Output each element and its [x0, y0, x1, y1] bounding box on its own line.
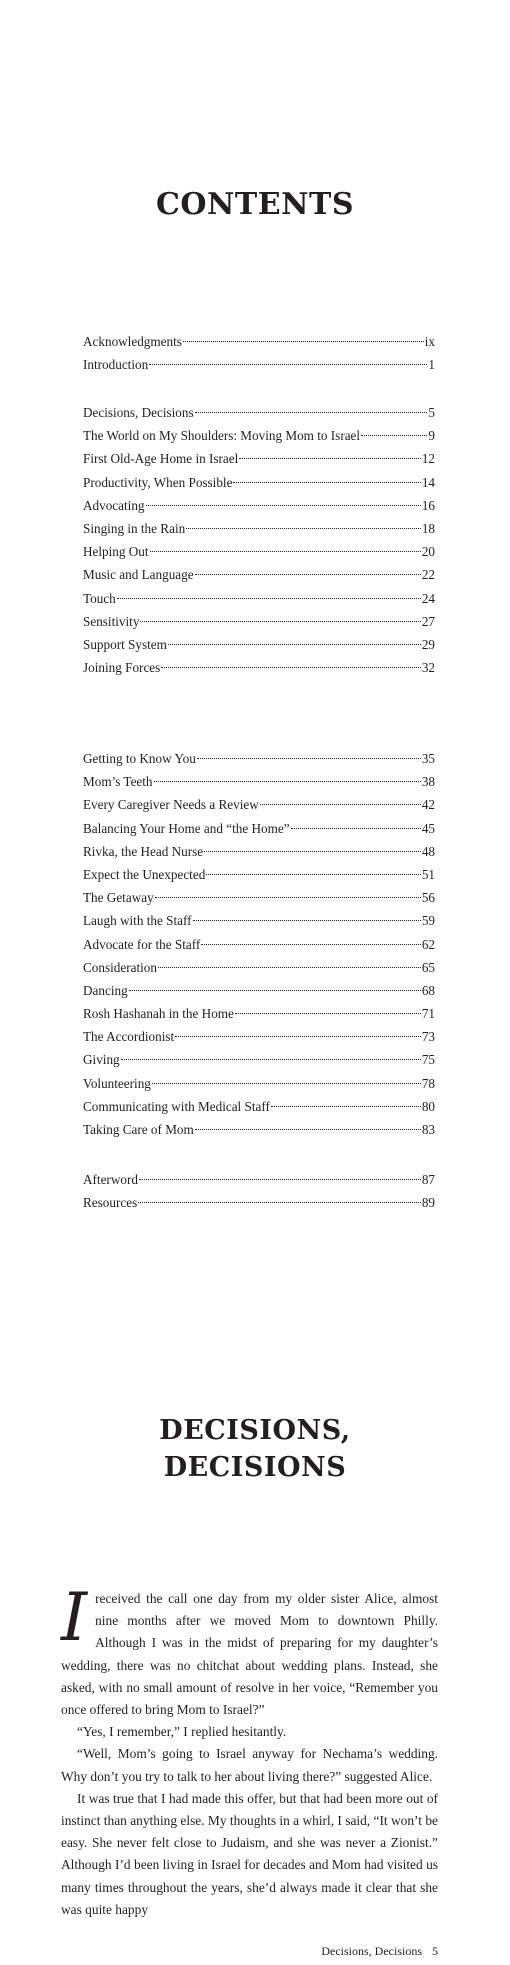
- toc-entry: [83, 817, 435, 840]
- toc-entry-title: Taking Care of Mom: [83, 1122, 194, 1137]
- toc-entry-page: 80: [421, 1098, 435, 1114]
- toc-leader-dots: [206, 874, 421, 875]
- toc-entry-title: Rosh Hashanah in the Home: [83, 1006, 234, 1022]
- toc-entry-page: 14: [421, 474, 435, 490]
- toc-entry-page: 22: [421, 567, 435, 583]
- running-title: Decisions, Decisions: [321, 1944, 422, 1958]
- drop-cap: I: [61, 1579, 88, 1656]
- toc-entry: [83, 494, 435, 517]
- toc-leader-dots: [260, 804, 421, 805]
- toc-entry-page: 42: [421, 797, 435, 813]
- toc-entry: [83, 770, 435, 793]
- toc-group-back-matter: [83, 1168, 435, 1214]
- toc-entry-title: Getting to Know You: [83, 751, 196, 766]
- toc-leader-dots: [271, 1106, 421, 1107]
- toc-entry: [83, 1191, 435, 1214]
- toc-leader-dots: [193, 920, 421, 921]
- toc-entry-title: Dancing: [83, 982, 128, 998]
- toc-entry-page: 65: [421, 959, 435, 975]
- toc-leader-dots: [186, 528, 421, 529]
- toc-entry-page: 12: [421, 451, 435, 467]
- toc-entry: [83, 840, 435, 863]
- paragraph: “Well, Mom’s going to Israel anyway for Nechama’s wedding. Why don’t you try to talk to her about living there?” suggested Alice.: [61, 1746, 438, 1784]
- toc-entry: [83, 656, 435, 679]
- toc-entry: [83, 424, 435, 447]
- toc-entry: [83, 909, 435, 932]
- toc-entry: [83, 563, 435, 586]
- toc-entry: [83, 517, 435, 540]
- paragraph: [61, 1579, 438, 1721]
- toc-entry-page: 24: [421, 590, 435, 606]
- toc-entry-page: 20: [421, 544, 435, 560]
- toc-leader-dots: [154, 781, 421, 782]
- toc-entry-title: Productivity, When Possible: [83, 474, 233, 490]
- toc-entry: [83, 886, 435, 909]
- toc-entry-page: 62: [421, 936, 435, 952]
- toc-entry-page: 83: [421, 1122, 435, 1137]
- contents-title: CONTENTS: [155, 187, 355, 222]
- toc-entry-page: ix: [424, 334, 435, 349]
- toc-entry-title: The Getaway: [83, 890, 154, 906]
- toc-entry-title: Resources: [83, 1195, 138, 1211]
- toc-leader-dots: [168, 644, 421, 645]
- toc-entry-page: 9: [428, 428, 435, 444]
- toc-entry: [83, 1118, 435, 1141]
- toc-entry: [83, 1168, 435, 1191]
- toc-leader-dots: [195, 1129, 421, 1130]
- page-footer: [321, 1944, 438, 1958]
- toc-entry-page: 59: [421, 913, 435, 929]
- toc-leader-dots: [155, 897, 421, 898]
- toc-leader-dots: [183, 341, 424, 342]
- toc-entry-title: Giving: [83, 1052, 120, 1068]
- toc-leader-dots: [201, 944, 421, 945]
- toc-leader-dots: [233, 482, 420, 483]
- toc-entry-title: The Accordionist: [83, 1029, 175, 1045]
- toc-entry: [83, 747, 435, 770]
- toc-entry-title: Sensitivity: [83, 613, 140, 629]
- toc-entry-page: 78: [421, 1075, 435, 1091]
- toc-entry: [83, 1025, 435, 1048]
- toc-entry: [83, 1095, 435, 1118]
- toc-entry-page: 16: [421, 497, 435, 513]
- toc-entry-page: 27: [421, 613, 435, 629]
- chapter-body: [61, 1579, 438, 1921]
- toc-entry: [83, 540, 435, 563]
- toc-entry: [83, 1072, 435, 1095]
- toc-entry-page: 45: [421, 820, 435, 836]
- toc-group-part-two: [83, 747, 435, 1141]
- toc-leader-dots: [239, 458, 421, 459]
- page-number: 5: [432, 1944, 438, 1958]
- toc-entry: [83, 587, 435, 610]
- toc-entry-title: Rivka, the Head Nurse: [83, 843, 204, 859]
- toc-leader-dots: [139, 1179, 421, 1180]
- toc-leader-dots: [195, 412, 428, 413]
- toc-entry-title: Balancing Your Home and “the Home”: [83, 820, 290, 836]
- toc-leader-dots: [152, 1083, 421, 1084]
- toc-leader-dots: [204, 851, 421, 852]
- toc-leader-dots: [146, 505, 421, 506]
- toc-entry-page: 87: [421, 1172, 435, 1187]
- toc-entry-title: Support System: [83, 636, 167, 652]
- toc-leader-dots: [291, 828, 421, 829]
- toc-entry-title: Communicating with Medical Staff: [83, 1098, 270, 1114]
- toc-entry-page: 73: [421, 1029, 435, 1045]
- toc-entry: [83, 401, 435, 424]
- toc-entry: [83, 633, 435, 656]
- toc-entry-title: The World on My Shoulders: Moving Mom to Israel: [83, 428, 361, 444]
- toc-entry-title: Advocate for the Staff: [83, 936, 201, 952]
- toc-entry-page: 75: [421, 1052, 435, 1068]
- toc-entry: [83, 863, 435, 886]
- toc-entry: [83, 933, 435, 956]
- toc-leader-dots: [150, 551, 421, 552]
- toc-entry-page: 5: [428, 405, 435, 420]
- toc-leader-dots: [161, 667, 421, 668]
- toc-leader-dots: [235, 1013, 421, 1014]
- toc-leader-dots: [117, 598, 421, 599]
- chapter-title: [0, 1412, 510, 1486]
- toc-entry-title: Laugh with the Staff: [83, 913, 192, 929]
- toc-leader-dots: [195, 574, 421, 575]
- toc-entry: [83, 1002, 435, 1025]
- toc-entry-title: Consideration: [83, 959, 157, 975]
- toc-entry-page: 71: [421, 1006, 435, 1022]
- toc-entry: [83, 471, 435, 494]
- toc-group-front-matter: [83, 330, 435, 376]
- toc-entry-title: Joining Forces: [83, 660, 161, 676]
- toc-entry: [83, 610, 435, 633]
- toc-entry-page: 68: [421, 982, 435, 998]
- toc-entry-page: 32: [421, 660, 435, 676]
- toc-entry: [83, 330, 435, 353]
- paragraph: “Yes, I remember,” I replied hesitantly.: [77, 1724, 287, 1740]
- toc-entry-title: Introduction: [83, 357, 149, 373]
- toc-entry-page: 35: [421, 751, 435, 766]
- chapter-title-line-2: DECISIONS: [163, 1452, 347, 1483]
- toc-entry-title: Decisions, Decisions: [83, 405, 194, 420]
- toc-entry-title: Mom’s Teeth: [83, 774, 153, 790]
- toc-entry-title: Music and Language: [83, 567, 194, 583]
- paragraph: It was true that I had made this offer, but that had been more out of instinct than anything else. My thoughts in a whirl, I said, “It won’t be easy. She never felt close to Judaism, and she was never a Zionist.” Although I’d been living in Israel for decades and Mom had visited us many times throughout the years, she’d always made it clear that she was quite happy: [61, 1790, 438, 1917]
- toc-leader-dots: [158, 967, 421, 968]
- toc-leader-dots: [197, 758, 421, 759]
- paragraph-text: received the call one day from my older sister Alice, almost nine months after we moved Mom to downtown Philly. Although I was in the midst of preparing for my daughter’s wedding, there was no chitchat about wedding plans. Instead, she asked, with no small amount of resolve in her voice, “Remember you once offered to bring Mom to Israel?”: [61, 1591, 438, 1718]
- toc-entry: [83, 956, 435, 979]
- toc-entry-page: 51: [421, 866, 435, 882]
- toc-entry: [83, 979, 435, 1002]
- chapter-title-line-1: DECISIONS,: [159, 1415, 351, 1446]
- toc-entry-page: 56: [421, 890, 435, 906]
- toc-entry-page: 48: [421, 843, 435, 859]
- toc-entry-page: 38: [421, 774, 435, 790]
- toc-entry-title: First Old-Age Home in Israel: [83, 451, 239, 467]
- toc-entry-title: Singing in the Rain: [83, 520, 186, 536]
- toc-leader-dots: [149, 364, 427, 365]
- toc-entry: [83, 1048, 435, 1071]
- toc-entry-page: 29: [421, 636, 435, 652]
- toc-entry-title: Every Caregiver Needs a Review: [83, 797, 259, 813]
- toc-leader-dots: [175, 1036, 421, 1037]
- toc-leader-dots: [361, 435, 427, 436]
- toc-leader-dots: [138, 1202, 421, 1203]
- toc-leader-dots: [140, 621, 420, 622]
- toc-entry-title: Helping Out: [83, 544, 149, 560]
- toc-entry-page: 1: [428, 357, 435, 373]
- toc-entry-title: Volunteering: [83, 1075, 151, 1091]
- toc-entry: [83, 447, 435, 470]
- toc-leader-dots: [121, 1059, 421, 1060]
- toc-entry-title: Advocating: [83, 497, 145, 513]
- toc-entry-title: Touch: [83, 590, 116, 606]
- toc-group-part-one: [83, 401, 435, 679]
- toc-entry-page: 18: [421, 520, 435, 536]
- toc-entry-title: Expect the Unexpected: [83, 866, 206, 882]
- toc-entry-title: Acknowledgments: [83, 334, 182, 349]
- toc-leader-dots: [129, 990, 421, 991]
- toc-entry: [83, 793, 435, 816]
- toc-entry-title: Afterword: [83, 1172, 138, 1187]
- toc-entry-page: 89: [421, 1195, 435, 1211]
- toc-entry: [83, 353, 435, 376]
